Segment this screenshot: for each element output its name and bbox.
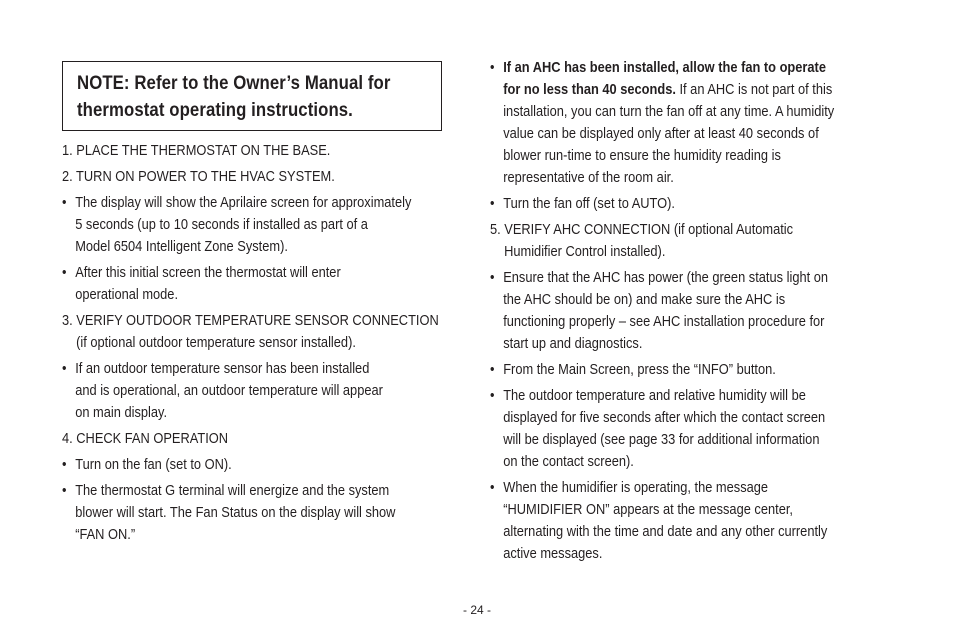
bullet-line: When the humidifier is operating, the message <box>503 480 769 496</box>
step-3-subtext: (if optional outdoor temperature sensor installed). <box>76 335 356 351</box>
bullet-icon: • <box>490 270 495 286</box>
bullet-line: installation, you can turn the fan off at any time. A humidity <box>503 104 835 120</box>
bullet-icon: • <box>62 265 67 281</box>
step-2 <box>62 166 483 188</box>
bullet-line: blower run-time to ensure the humidity reading is <box>503 148 781 164</box>
step-5-text: 5. VERIFY AHC CONNECTION (if optional Automatic <box>490 222 794 238</box>
ahc-fan-bullet <box>490 57 931 189</box>
step-4-bullet-1 <box>62 454 483 476</box>
bullet-line: blower will start. The Fan Status on the display will show <box>75 505 396 521</box>
bullet-line: Turn on the fan (set to ON). <box>75 457 232 473</box>
bullet-line: Model 6504 Intelligent Zone System). <box>75 239 288 255</box>
ahc-bold-line-2: for no less than 40 seconds. <box>503 82 676 98</box>
step-4 <box>62 428 483 450</box>
bullet-line: 5 seconds (up to 10 seconds if installed as part of a <box>75 217 368 233</box>
bullet-line: value can be displayed only after at least 40 seconds of <box>503 126 819 142</box>
step-3-text: 3. VERIFY OUTDOOR TEMPERATURE SENSOR CONNECTION <box>62 313 439 329</box>
ahc-bold-line-1: If an AHC has been installed, allow the fan to operate <box>503 60 826 76</box>
step-3-bullet-1 <box>62 358 483 424</box>
note-text: NOTE: Refer to the Owner’s Manual for thermostat operating instructions. <box>77 72 391 121</box>
step-5-bullet-2 <box>490 359 931 381</box>
bullet-icon: • <box>62 195 67 211</box>
right-column <box>490 57 930 565</box>
bullet-line: operational mode. <box>75 287 179 303</box>
step-5 <box>490 219 931 263</box>
step-4-text: 4. CHECK FAN OPERATION <box>62 431 229 447</box>
bullet-line: The outdoor temperature and relative humidity will be <box>503 388 806 404</box>
step-2-bullet-2 <box>62 262 483 306</box>
bullet-line: on main display. <box>75 405 168 421</box>
left-column <box>62 140 482 546</box>
step-1 <box>62 140 483 162</box>
bullet-line: From the Main Screen, press the “INFO” button. <box>503 362 776 378</box>
bullet-line: alternating with the time and date and any other currently <box>503 524 828 540</box>
bullet-icon: • <box>62 361 67 377</box>
fan-off-bullet <box>490 193 931 215</box>
bullet-line: “HUMIDIFIER ON” appears at the message center, <box>503 502 793 518</box>
bullet-line: The thermostat G terminal will energize and the system <box>75 483 390 499</box>
bullet-icon: • <box>490 362 495 378</box>
bullet-icon: • <box>62 457 67 473</box>
page-number: - 24 - <box>462 603 491 617</box>
bullet-line: After this initial screen the thermostat will enter <box>75 265 341 281</box>
bullet-line: active messages. <box>503 546 603 562</box>
bullet-icon: • <box>490 60 495 76</box>
bullet-line: “FAN ON.” <box>75 527 136 543</box>
bullet-line: start up and diagnostics. <box>503 336 643 352</box>
step-1-text: 1. PLACE THE THERMOSTAT ON THE BASE. <box>62 143 331 159</box>
step-5-bullet-4 <box>490 477 931 565</box>
step-5-bullet-3 <box>490 385 931 473</box>
bullet-line: and is operational, an outdoor temperature will appear <box>75 383 383 399</box>
bullet-line: representative of the room air. <box>503 170 674 186</box>
step-5-subtext: Humidifier Control installed). <box>504 244 666 260</box>
bullet-line: on the contact screen). <box>503 454 634 470</box>
step-3 <box>62 310 483 354</box>
note-box <box>62 61 442 131</box>
bullet-line: Turn the fan off (set to AUTO). <box>503 196 675 212</box>
ahc-rest-line-2: If an AHC is not part of this <box>675 82 833 98</box>
bullet-line: The display will show the Aprilaire screen for approximately <box>75 195 412 211</box>
bullet-icon: • <box>490 196 495 212</box>
step-4-bullet-2 <box>62 480 483 546</box>
bullet-line: displayed for five seconds after which the contact screen <box>503 410 826 426</box>
bullet-line: functioning properly – see AHC installation procedure for <box>503 314 825 330</box>
step-2-bullet-1 <box>62 192 483 258</box>
bullet-icon: • <box>490 388 495 404</box>
bullet-line: will be displayed (see page 33 for additional information <box>503 432 820 448</box>
bullet-line: If an outdoor temperature sensor has been installed <box>75 361 370 377</box>
bullet-line: the AHC should be on) and make sure the AHC is <box>503 292 786 308</box>
bullet-icon: • <box>62 483 67 499</box>
ahc-mixed-line <box>503 79 931 101</box>
step-5-bullet-1 <box>490 267 931 355</box>
bullet-line: Ensure that the AHC has power (the green status light on <box>503 270 829 286</box>
bullet-icon: • <box>490 480 495 496</box>
step-2-text: 2. TURN ON POWER TO THE HVAC SYSTEM. <box>62 169 335 185</box>
